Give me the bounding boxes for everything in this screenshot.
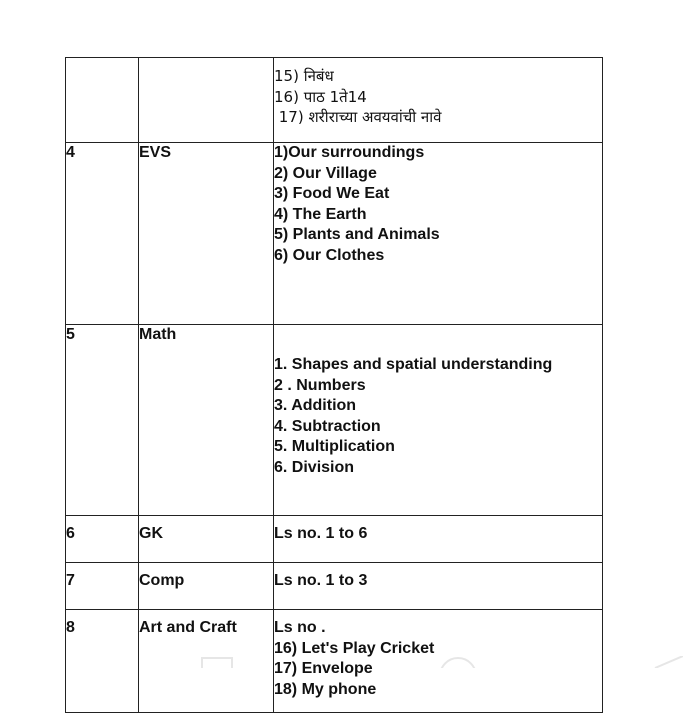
topic-item: 1. Shapes and spatial understanding <box>274 356 553 373</box>
topics-cell <box>274 563 603 610</box>
topics-cell <box>274 516 603 563</box>
topic-item: 16) Let's Play Cricket <box>274 639 435 657</box>
topic-item: 6) Our Clothes <box>274 246 385 264</box>
subject-cell: Math <box>139 325 274 516</box>
topic-item: 3. Addition <box>274 397 357 414</box>
faint-nav-overlay <box>0 656 683 668</box>
serial-number-cell: 6 <box>66 516 139 563</box>
topic-item: Ls no . <box>274 619 326 636</box>
topic-item: 1)Our surroundings <box>274 144 425 161</box>
table-row <box>66 563 603 610</box>
topic-item: 17) शरीराच्या अवयवांची नावे <box>274 108 442 126</box>
topic-item: 3) Food We Eat <box>274 185 390 202</box>
topic-item: 4. Subtraction <box>274 417 381 435</box>
topic-item: 15) निबंध <box>274 67 334 85</box>
topics-cell <box>274 143 603 325</box>
table-row <box>66 143 603 325</box>
overlay-square-icon <box>202 658 232 668</box>
serial-number-cell: 8 <box>66 610 139 713</box>
table-row <box>66 325 603 516</box>
topic-item: 18) My phone <box>274 680 377 698</box>
topic-item: 2) Our Village <box>274 164 377 182</box>
topic-item: 5) Plants and Animals <box>274 226 440 243</box>
topic-item: 17) Envelope <box>274 660 373 677</box>
topic-item: 2 . Numbers <box>274 376 366 394</box>
topic-item: 6. Division <box>274 458 355 476</box>
topic-item: 16) पाठ 1ते14 <box>274 87 367 106</box>
subject-cell: Comp <box>139 563 274 610</box>
overlay-circle-icon <box>440 658 476 668</box>
serial-number-cell <box>66 58 139 143</box>
topic-item: Ls no. 1 to 3 <box>274 572 368 589</box>
serial-number-cell: 7 <box>66 563 139 610</box>
topics-cell <box>274 58 603 143</box>
subject-cell: EVS <box>139 143 274 325</box>
subject-cell: GK <box>139 516 274 563</box>
topic-item: 4) The Earth <box>274 205 367 223</box>
serial-number-cell: 4 <box>66 143 139 325</box>
serial-number-cell: 5 <box>66 325 139 516</box>
table-row <box>66 516 603 563</box>
overlay-back-icon <box>655 656 683 668</box>
syllabus-table <box>65 57 603 713</box>
subject-cell <box>139 58 274 143</box>
topic-item: 5. Multiplication <box>274 438 395 455</box>
subject-cell: Art and Craft <box>139 610 274 713</box>
topic-item: Ls no. 1 to 6 <box>274 525 368 542</box>
topics-cell <box>274 325 603 516</box>
table-row <box>66 58 603 143</box>
